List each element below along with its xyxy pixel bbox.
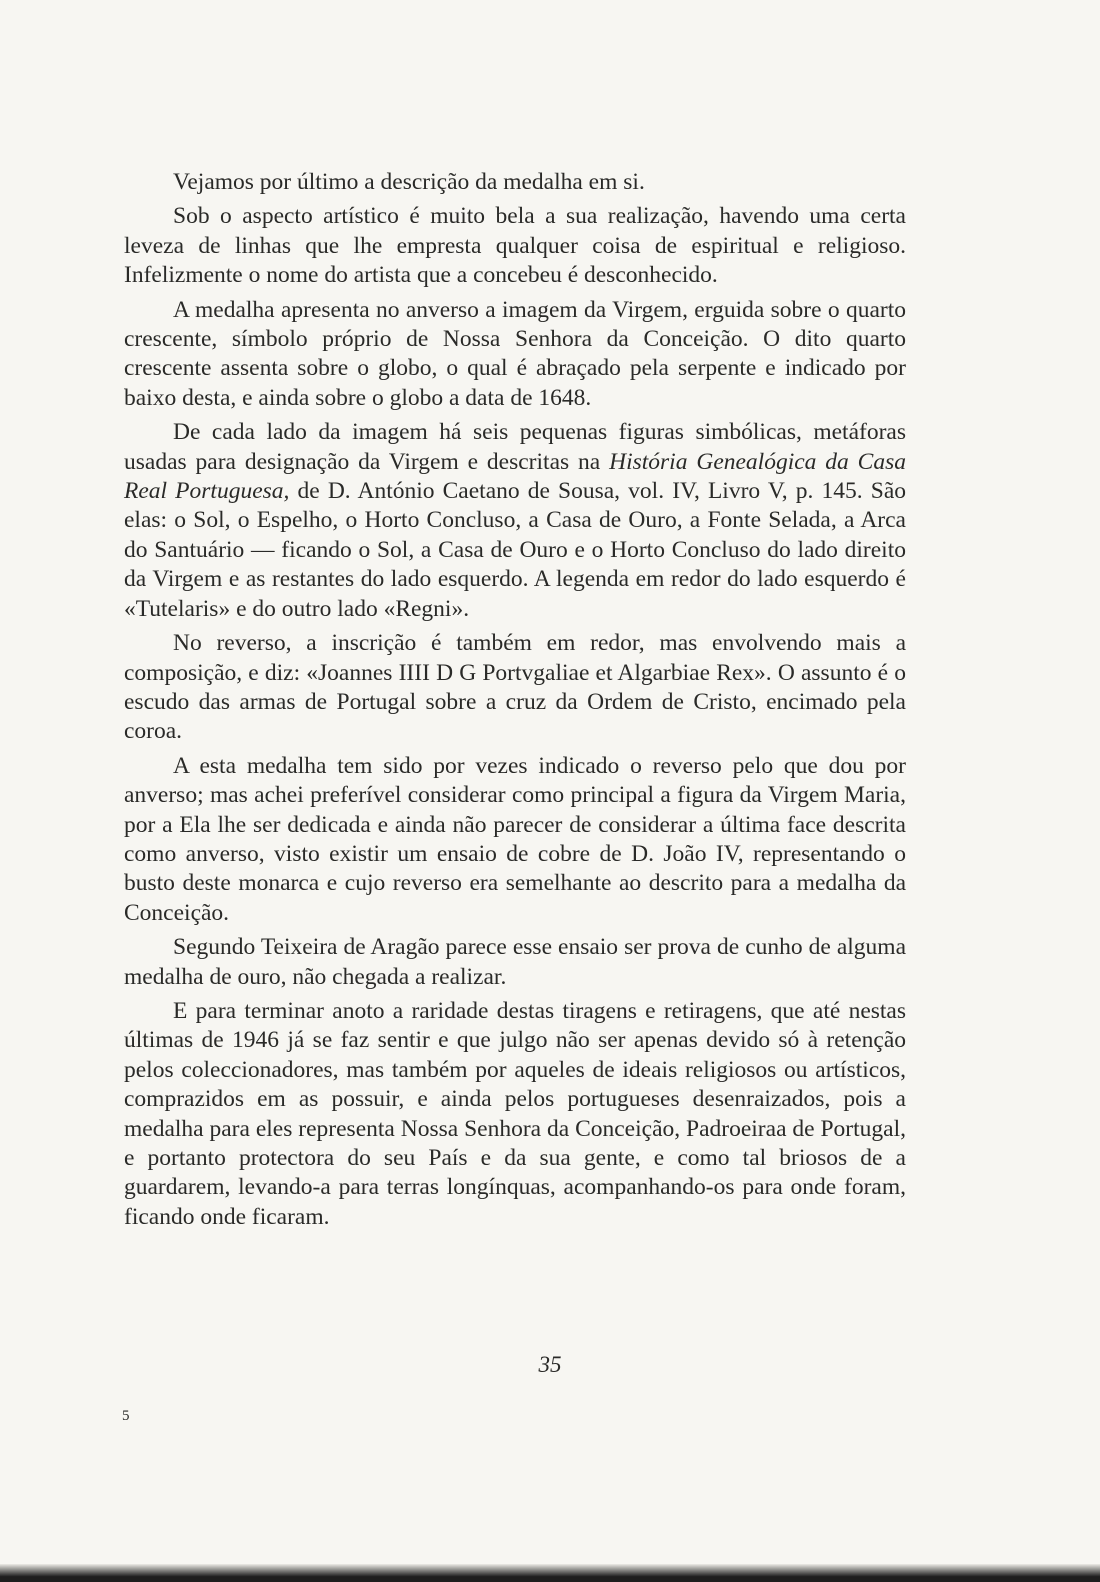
paragraph: Segundo Teixeira de Aragão parece esse ensaio ser prova de cunho de alguma medalha de ouro, não chegada a realizar. [124, 934, 906, 990]
paragraph: Sob o aspecto artístico é muito bela a sua realização, havendo uma certa leveza de linhas que lhe empresta qualquer coisa de espiritual e religioso. Infelizmente o nome do artista que a concebeu é desconhecido. [124, 203, 906, 289]
page-bottom-edge [0, 1564, 1100, 1582]
paragraph: A medalha apresenta no anverso a imagem da Virgem, erguida sobre o quarto crescente, símbolo próprio de Nossa Senhora da Conceição. O dito quarto crescente assenta sobre o globo, o qual é abraçado pela serpente e indicado por baixo desta, e ainda sobre o globo a data de 1648. [124, 296, 906, 411]
paragraph [124, 418, 906, 624]
paragraph-text: De cada lado da imagem há seis pequenas figuras simbólicas, metáforas usadas para designação da Virgem e descritas na [124, 419, 906, 475]
paragraph: Vejamos por último a descrição da medalha em si. [173, 169, 645, 195]
body-text [124, 168, 906, 1237]
paragraph: E para terminar anoto a raridade destas tiragens e retiragens, que até nestas últimas de 1946 já se faz sentir e que julgo não ser apenas devido só à retenção pelos coleccionadores, mas também por aqueles de ideais religiosos ou artísticos, comprazidos em as possuir, e ainda pelos portugueses desenraizados, pois a medalha para eles representa Nossa Senhora da Conceição, Padroeiraa de Portugal, e portanto protectora do seu País e da sua gente, e como tal briosos de a guardarem, levando-a para terras longínquas, acompanhando-os para onde foram, ficando onde ficaram. [124, 997, 906, 1230]
paragraph-text: de D. António Caetano de Sousa, vol. IV, Livro V, p. 145. São elas: o Sol, o Espelho, o Horto Concluso, a Casa de Ouro, a Fonte Selada, a Arca do Santuário — ficando o Sol, a Casa de Ouro e o Horto Concluso do lado direito da Virgem e as restantes do lado esquerdo. A legenda em redor do lado esquerdo é «Tutelaris» e do outro lado «Regni». [124, 478, 907, 622]
paragraph: A esta medalha tem sido por vezes indicado o reverso pelo que dou por anverso; mas achei preferível considerar como principal a figura da Virgem Maria, por a Ela lhe ser dedicada e ainda não parecer de considerar a última face descrita como anverso, visto existir um ensaio de cobre de D. João IV, representando o busto deste monarca e cujo reverso era semelhante ao descrito para a medalha da Conceição. [124, 752, 906, 926]
book-title: História Genealógica da Casa Real Portuguesa, [124, 448, 907, 505]
page-number: 35 [538, 1352, 562, 1377]
paragraph: No reverso, a inscrição é também em redor, mas envolvendo mais a composição, e diz: «Joannes IIII D G Portvgaliae et Algarbiae Rex». O assunto é o escudo das armas de Portugal sobre a cruz da Ordem de Cristo, encimado pela coroa. [124, 630, 906, 745]
signature-mark: 5 [122, 1408, 130, 1424]
